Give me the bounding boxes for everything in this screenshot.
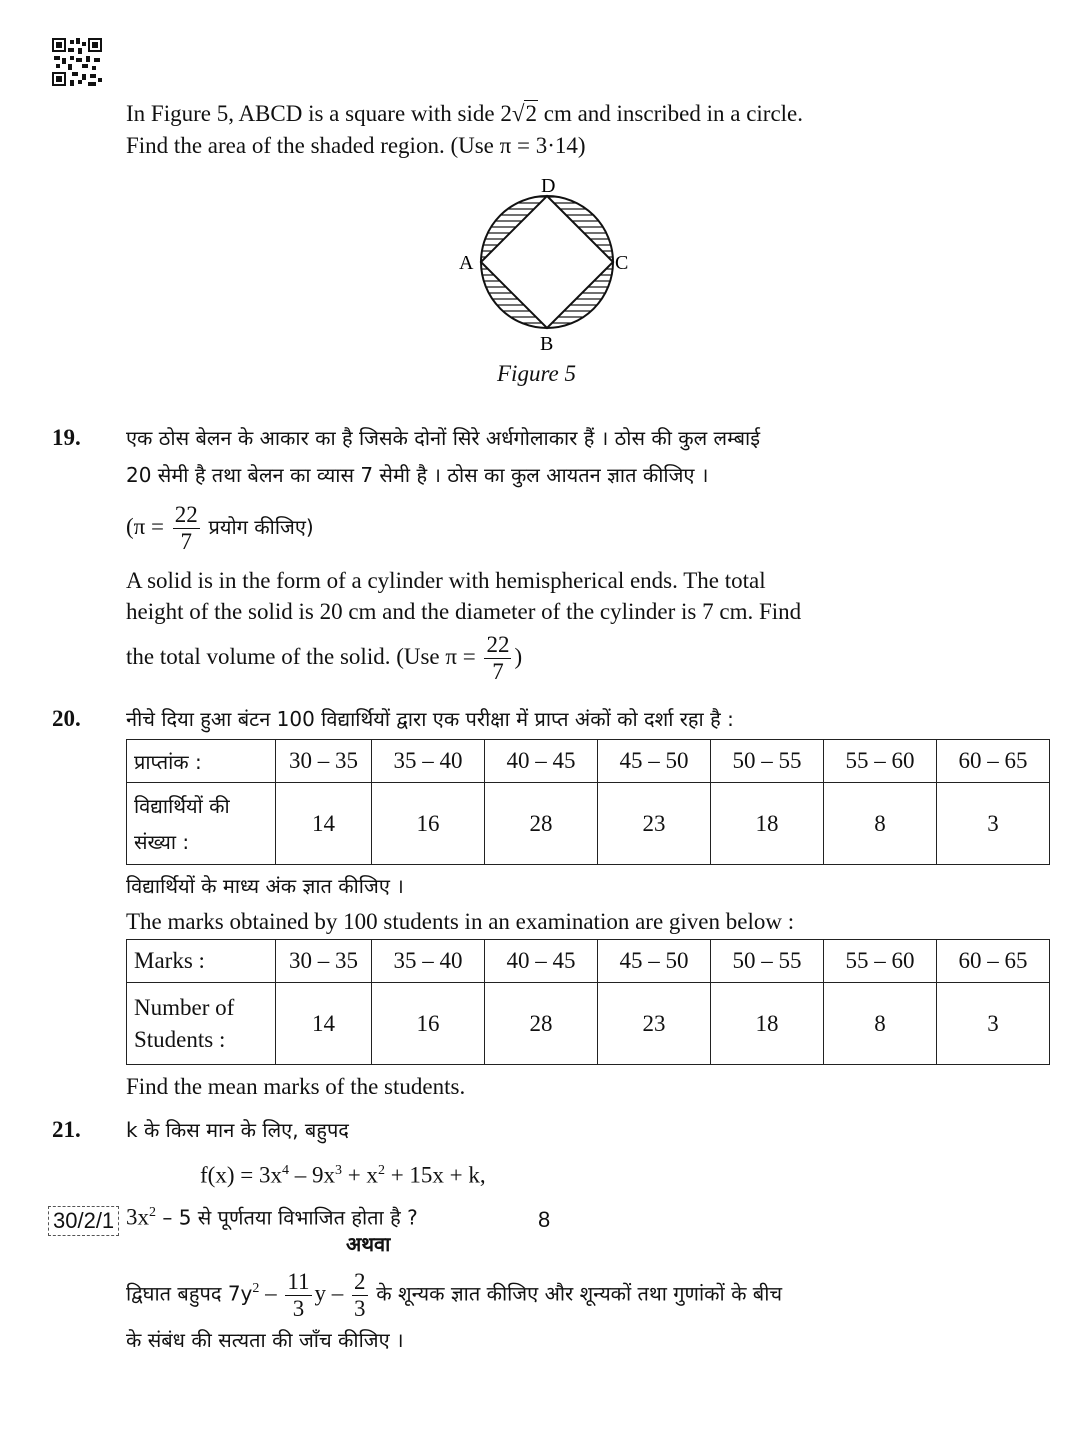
fraction-22-7	[173, 502, 200, 555]
fraction-numerator: 22	[174, 502, 198, 528]
english-marks-table	[126, 939, 1050, 1065]
paper-code: 30/2/1	[48, 1206, 119, 1236]
q20-english-question: Find the mean marks of the students.	[126, 1074, 466, 1099]
label-b: B	[540, 333, 554, 355]
table-cell: 16	[372, 983, 485, 1065]
fraction-11-3	[285, 1269, 311, 1322]
table-cell: 23	[598, 983, 711, 1065]
sqrt-symbol: √	[511, 101, 525, 126]
header-text-line: Number of	[134, 994, 235, 1020]
table-cell: 45 – 50	[598, 740, 711, 783]
table-cell: 50 – 55	[711, 740, 824, 783]
q20-english-intro: The marks obtained by 100 students in an examination are given below :	[126, 909, 795, 934]
table-row	[127, 983, 1050, 1065]
q18-text-line-2: Find the area of the shaded region. (Use π = 3·14)	[126, 133, 586, 158]
q21-hindi-line-1: k के किस मान के लिए, बहुपद	[126, 1118, 349, 1142]
table-header-cell	[127, 983, 276, 1065]
q21-divisor-line	[126, 1199, 418, 1232]
poly-term: + 15x + k,	[384, 1162, 486, 1188]
table-row	[127, 783, 1050, 865]
q19-english-line-3	[126, 628, 522, 686]
fraction-numerator: 2	[354, 1268, 366, 1294]
table-header-cell	[127, 783, 276, 865]
table-cell: 8	[824, 783, 937, 865]
fraction-22-7-en	[484, 632, 511, 685]
or-label: अथवा	[346, 1232, 391, 1256]
exponent: 4	[281, 1163, 289, 1178]
table-cell: 40 – 45	[485, 940, 598, 983]
table-row	[127, 940, 1050, 983]
q21-alt-line-1	[126, 1258, 782, 1325]
table-cell: 35 – 40	[372, 940, 485, 983]
q18-text-a: In Figure 5, ABCD is a square with side 2	[126, 101, 512, 126]
q19-english-line-3-text: the total volume of the solid. (Use π =	[126, 644, 476, 669]
table-cell: 55 – 60	[824, 740, 937, 783]
table-cell: 30 – 35	[276, 940, 372, 983]
q19-hindi-pi-note	[126, 498, 314, 556]
fraction-denominator: 7	[180, 529, 192, 555]
exponent: 2	[252, 1281, 260, 1296]
exponent: 2	[377, 1163, 385, 1178]
table-cell: 18	[711, 783, 824, 865]
qr-code-icon	[52, 38, 102, 86]
table-cell: 28	[485, 983, 598, 1065]
alt-term: y –	[314, 1280, 344, 1306]
label-a: A	[459, 252, 474, 274]
header-text-line: Students :	[134, 1026, 226, 1052]
fraction-numerator: 22	[486, 632, 510, 658]
table-cell: 16	[372, 783, 485, 865]
figure-caption: Figure 5	[497, 361, 576, 386]
table-header-cell: प्राप्तांक :	[127, 740, 276, 783]
table-cell: 35 – 40	[372, 740, 485, 783]
table-cell: 30 – 35	[276, 740, 372, 783]
table-cell: 14	[276, 983, 372, 1065]
label-c: C	[615, 252, 629, 274]
table-cell: 3	[937, 783, 1050, 865]
pi-prefix: (π =	[126, 514, 164, 539]
table-row	[127, 740, 1050, 783]
table-cell: 40 – 45	[485, 740, 598, 783]
table-cell: 45 – 50	[598, 940, 711, 983]
q19-english-line-1: A solid is in the form of a cylinder with hemispherical ends. The total	[126, 568, 766, 593]
table-cell: 28	[485, 783, 598, 865]
fraction-numerator: 11	[287, 1268, 310, 1294]
hindi-marks-table	[126, 739, 1050, 865]
figure-5-diagram	[455, 170, 645, 360]
exponent: 2	[149, 1205, 156, 1220]
table-cell: 50 – 55	[711, 940, 824, 983]
alt-text: के शून्यक ज्ञात कीजिए और शून्यकों तथा गुणांकों के बीच	[376, 1281, 783, 1306]
fraction-denominator: 3	[292, 1295, 305, 1321]
question-number-19: 19.	[52, 425, 81, 450]
q21-alt-line-2: के संबंध की सत्यता की जाँच कीजिए ।	[126, 1328, 404, 1352]
q19-hindi-line-2: 20 सेमी है तथा बेलन का व्यास 7 सेमी है । ठोस का कुल आयतन ज्ञात कीजिए ।	[126, 463, 709, 487]
alt-text: द्विघात बहुपद 7y	[126, 1281, 253, 1306]
table-cell: 60 – 65	[937, 740, 1050, 783]
close-paren: )	[514, 644, 523, 669]
fraction-denominator: 7	[492, 659, 504, 685]
table-cell: 8	[824, 983, 937, 1065]
pi-suffix-hindi: प्रयोग कीजिए)	[208, 515, 314, 539]
fraction-denominator: 3	[354, 1295, 366, 1321]
table-header-cell: Marks :	[127, 940, 276, 983]
exponent: 3	[334, 1163, 342, 1178]
label-d: D	[541, 175, 556, 197]
fraction-2-3	[352, 1269, 368, 1322]
table-cell: 18	[711, 983, 824, 1065]
table-cell: 3	[937, 983, 1050, 1065]
q20-hindi-intro: नीचे दिया हुआ बंटन 100 विद्यार्थियों द्वारा एक परीक्षा में प्राप्त अंकों को दर्शा रहा है :	[126, 707, 734, 731]
table-cell: 55 – 60	[824, 940, 937, 983]
poly-term: – 9x	[288, 1162, 335, 1188]
page-number: 8	[538, 1207, 551, 1232]
sqrt-radicand: 2	[525, 101, 537, 126]
q18-text-b: cm and inscribed in a circle.	[537, 101, 804, 126]
header-text-line: संख्या :	[134, 829, 190, 854]
q19-hindi-line-1: एक ठोस बेलन के आकार का है जिसके दोनों सिरे अर्धगोलाकार हैं । ठोस की कुल लम्बाई	[126, 426, 761, 450]
q19-english-line-2: height of the solid is 20 cm and the diameter of the cylinder is 7 cm. Find	[126, 599, 802, 624]
divisor-text: – 5 से पूर्णतया विभाजित होता है ?	[156, 1205, 418, 1230]
question-number-20: 20.	[52, 706, 81, 731]
header-text-line: विद्यार्थियों की	[134, 793, 230, 818]
q20-hindi-question: विद्यार्थियों के माध्य अंक ज्ञात कीजिए ।	[126, 874, 404, 898]
poly-term: + x	[341, 1162, 378, 1188]
table-cell: 60 – 65	[937, 940, 1050, 983]
poly-term: f(x) = 3x	[200, 1162, 282, 1188]
minus-sign: –	[259, 1280, 277, 1306]
table-cell: 23	[598, 783, 711, 865]
question-number-21: 21.	[52, 1117, 81, 1142]
table-cell: 14	[276, 783, 372, 865]
q21-polynomial	[200, 1157, 486, 1190]
divisor-term: 3x	[126, 1204, 149, 1230]
q18-text-line-1	[126, 100, 803, 128]
